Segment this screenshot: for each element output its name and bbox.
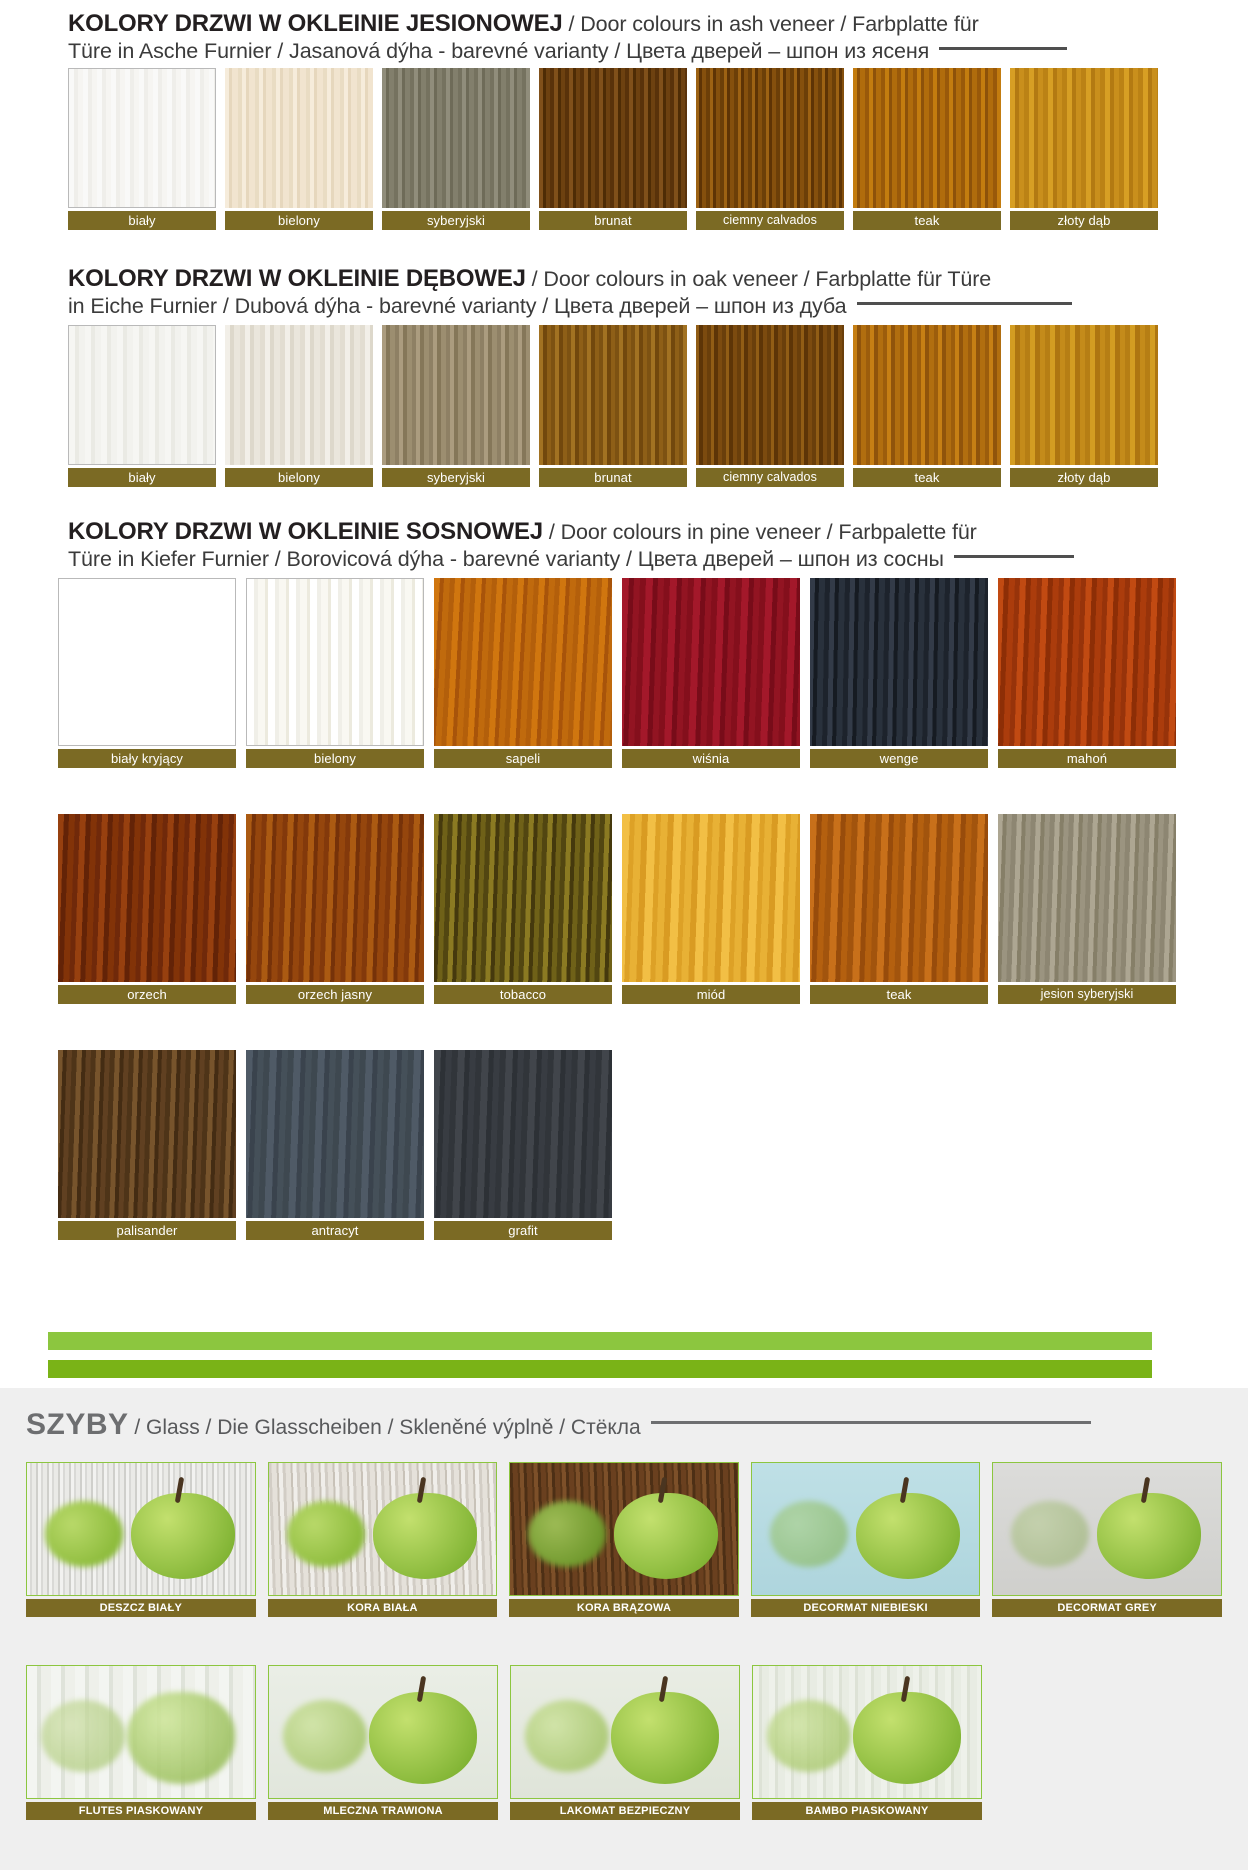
glass-label: BAMBO PIASKOWANY xyxy=(752,1802,982,1820)
section-title-ash: KOLORY DRZWI W OKLEINIE JESIONOWEJ xyxy=(68,10,563,37)
swatch-bielony[interactable] xyxy=(246,578,424,746)
heading-rule xyxy=(857,302,1072,305)
swatch-antracyt[interactable] xyxy=(246,1050,424,1218)
swatch-label: wiśnia xyxy=(622,749,800,768)
swatch-brunat[interactable] xyxy=(539,68,687,208)
swatch-jesion-syberyjski[interactable] xyxy=(998,814,1176,982)
swatch-label: syberyjski xyxy=(382,468,530,487)
section-title-oak: KOLORY DRZWI W OKLEINIE DĘBOWEJ xyxy=(68,265,526,292)
swatch-label: ciemny calvados xyxy=(696,211,844,230)
swatch-label: sapeli xyxy=(434,749,612,768)
swatch-label: teak xyxy=(810,985,988,1004)
apple-illustration xyxy=(269,1463,497,1595)
swatch-cell[interactable] xyxy=(225,68,373,230)
glass-section-heading xyxy=(0,1408,1248,1442)
swatch-grid-pine-row2 xyxy=(0,814,1248,1004)
apple-illustration xyxy=(269,1666,497,1798)
swatch-cell[interactable] xyxy=(810,578,988,768)
glass-label: MLECZNA TRAWIONA xyxy=(268,1802,498,1820)
swatch-cell[interactable] xyxy=(696,68,844,230)
swatch-cell[interactable] xyxy=(58,578,236,768)
swatch-syberyjski[interactable] xyxy=(382,68,530,208)
swatch-cell[interactable] xyxy=(853,325,1001,487)
swatch-orzech[interactable] xyxy=(58,814,236,982)
swatch-palisander[interactable] xyxy=(58,1050,236,1218)
swatch-label: grafit xyxy=(434,1221,612,1240)
swatch-label: bielony xyxy=(225,211,373,230)
section-subtitle-pine-1: / Door colours in pine veneer / Farbpalette für xyxy=(542,520,977,544)
swatch-miod[interactable] xyxy=(622,814,800,982)
swatch-label: brunat xyxy=(539,211,687,230)
swatch-teak[interactable] xyxy=(810,814,988,982)
swatch-label: tobacco xyxy=(434,985,612,1004)
section-subtitle-pine-2: Türe in Kiefer Furnier / Borovicová dýha - barevné varianty / Цвета дверей – шпон из сосны xyxy=(68,547,944,571)
glass-cell[interactable] xyxy=(752,1665,982,1820)
swatch-label: jesion syberyjski xyxy=(998,985,1176,1004)
swatch-cell[interactable] xyxy=(246,814,424,1004)
section-subtitle-oak-1: / Door colours in oak veneer / Farbplatte für Türe xyxy=(525,267,992,291)
apple-illustration xyxy=(27,1666,255,1798)
glass-cell[interactable] xyxy=(510,1665,740,1820)
heading-rule xyxy=(651,1421,1091,1424)
section-heading-oak xyxy=(0,265,1248,320)
swatch-label: syberyjski xyxy=(382,211,530,230)
glass-label: LAKOMAT BEZPIECZNY xyxy=(510,1802,740,1820)
glass-label: DESZCZ BIAŁY xyxy=(26,1599,256,1617)
swatch-label: bielony xyxy=(225,468,373,487)
glass-label: DECORMAT NIEBIESKI xyxy=(751,1599,981,1617)
swatch-cell[interactable] xyxy=(998,578,1176,768)
swatch-wenge[interactable] xyxy=(810,578,988,746)
swatch-label: brunat xyxy=(539,468,687,487)
swatch-ciemny-calvados[interactable] xyxy=(696,68,844,208)
swatch-sapeli[interactable] xyxy=(434,578,612,746)
swatch-syberyjski[interactable] xyxy=(382,325,530,465)
heading-rule xyxy=(954,555,1074,558)
swatch-label: orzech jasny xyxy=(246,985,424,1004)
swatch-cell[interactable] xyxy=(810,814,988,1004)
swatch-zloty-dab[interactable] xyxy=(1010,68,1158,208)
swatch-cell[interactable] xyxy=(382,325,530,487)
swatch-grafit[interactable] xyxy=(434,1050,612,1218)
swatch-cell[interactable] xyxy=(1010,68,1158,230)
glass-cell[interactable] xyxy=(268,1665,498,1820)
swatch-bialy-kryjacy[interactable] xyxy=(58,578,236,746)
glass-label: FLUTES PIASKOWANY xyxy=(26,1802,256,1820)
glass-title: SZYBY xyxy=(26,1408,129,1441)
swatch-grid-pine-row3 xyxy=(0,1050,1248,1240)
green-accent-bar xyxy=(48,1332,1152,1350)
glass-sample-kora-biala[interactable] xyxy=(268,1462,498,1596)
swatch-cell[interactable] xyxy=(58,1050,236,1240)
glass-subtitle: / Glass / Die Glasscheiben / Skleněné výplně / Стёкла xyxy=(128,1416,641,1439)
glass-sample-mleczna-trawiona[interactable] xyxy=(268,1665,498,1799)
swatch-cell[interactable] xyxy=(539,68,687,230)
section-subtitle-ash-2: Türe in Asche Furnier / Jasanová dýha - barevné varianty / Цвета дверей – шпон из ясеня xyxy=(68,39,930,63)
swatch-cell[interactable] xyxy=(68,325,216,487)
swatch-zloty-dab[interactable] xyxy=(1010,325,1158,465)
glass-cell[interactable] xyxy=(992,1462,1222,1617)
glass-label: KORA BRĄZOWA xyxy=(509,1599,739,1617)
glass-cell[interactable] xyxy=(268,1462,498,1617)
swatch-cell[interactable] xyxy=(696,325,844,487)
swatch-label: biały xyxy=(68,468,216,487)
apple-illustration xyxy=(752,1463,980,1595)
apple-illustration xyxy=(510,1463,738,1595)
swatch-grid-oak xyxy=(0,325,1248,487)
swatch-cell[interactable] xyxy=(1010,325,1158,487)
swatch-orzech-jasny[interactable] xyxy=(246,814,424,982)
section-subtitle-ash-1: / Door colours in ash veneer / Farbplatte für xyxy=(562,12,979,36)
swatch-label: antracyt xyxy=(246,1221,424,1240)
section-heading-ash xyxy=(0,10,1248,65)
swatch-cell[interactable] xyxy=(622,578,800,768)
apple-illustration xyxy=(27,1463,255,1595)
swatch-wisnia[interactable] xyxy=(622,578,800,746)
swatch-label: mahoń xyxy=(998,749,1176,768)
swatch-label: wenge xyxy=(810,749,988,768)
apple-illustration xyxy=(993,1463,1221,1595)
swatch-cell[interactable] xyxy=(622,814,800,1004)
swatch-label: biały kryjący xyxy=(58,749,236,768)
swatch-cell[interactable] xyxy=(434,814,612,1004)
swatch-cell[interactable] xyxy=(853,68,1001,230)
glass-sample-decormat-niebieski[interactable] xyxy=(751,1462,981,1596)
swatch-cell[interactable] xyxy=(382,68,530,230)
swatch-bielony[interactable] xyxy=(225,68,373,208)
glass-sample-kora-brazowa[interactable] xyxy=(509,1462,739,1596)
swatch-ciemny-calvados[interactable] xyxy=(696,325,844,465)
glass-cell[interactable] xyxy=(509,1462,739,1617)
glass-cell[interactable] xyxy=(26,1462,256,1617)
glass-sample-lakomat-bezpieczny[interactable] xyxy=(510,1665,740,1799)
glass-sample-bambo-piaskowany[interactable] xyxy=(752,1665,982,1799)
glass-grid-row2 xyxy=(0,1665,1248,1820)
swatch-cell[interactable] xyxy=(68,68,216,230)
swatch-cell[interactable] xyxy=(246,578,424,768)
apple-illustration xyxy=(511,1666,739,1798)
section-title-pine: KOLORY DRZWI W OKLEINIE SOSNOWEJ xyxy=(68,518,543,545)
swatch-label: złoty dąb xyxy=(1010,468,1158,487)
glass-sample-flutes-piaskowany[interactable] xyxy=(26,1665,256,1799)
swatch-cell[interactable] xyxy=(998,814,1176,1004)
swatch-teak[interactable] xyxy=(853,68,1001,208)
swatch-brunat[interactable] xyxy=(539,325,687,465)
swatch-cell[interactable] xyxy=(434,578,612,768)
glass-sample-decormat-grey[interactable] xyxy=(992,1462,1222,1596)
glass-cell[interactable] xyxy=(751,1462,981,1617)
swatch-teak[interactable] xyxy=(853,325,1001,465)
swatch-label: złoty dąb xyxy=(1010,211,1158,230)
swatch-biały[interactable] xyxy=(68,68,216,208)
section-heading-pine xyxy=(0,518,1248,573)
swatch-label: palisander xyxy=(58,1221,236,1240)
swatch-grid-pine-row1 xyxy=(0,578,1248,768)
swatch-label: teak xyxy=(853,211,1001,230)
section-subtitle-oak-2: in Eiche Furnier / Dubová dýha - barevné varianty / Цвета дверей – шпон из дуба xyxy=(68,294,847,318)
swatch-label: biały xyxy=(68,211,216,230)
swatch-cell[interactable] xyxy=(246,1050,424,1240)
swatch-bielony[interactable] xyxy=(225,325,373,465)
swatch-cell[interactable] xyxy=(434,1050,612,1240)
swatch-cell[interactable] xyxy=(539,325,687,487)
swatch-cell[interactable] xyxy=(58,814,236,1004)
swatch-mahon[interactable] xyxy=(998,578,1176,746)
swatch-label: teak xyxy=(853,468,1001,487)
glass-grid-row1 xyxy=(0,1462,1248,1617)
swatch-label: bielony xyxy=(246,749,424,768)
green-accent-bar-dark xyxy=(48,1360,1152,1378)
swatch-label: orzech xyxy=(58,985,236,1004)
apple-illustration xyxy=(753,1666,981,1798)
swatch-grid-ash xyxy=(0,68,1248,230)
swatch-tobacco[interactable] xyxy=(434,814,612,982)
glass-sample-deszcz-bialy[interactable] xyxy=(26,1462,256,1596)
glass-label: KORA BIAŁA xyxy=(268,1599,498,1617)
swatch-cell[interactable] xyxy=(225,325,373,487)
swatch-label: ciemny calvados xyxy=(696,468,844,487)
swatch-label: miód xyxy=(622,985,800,1004)
glass-cell[interactable] xyxy=(26,1665,256,1820)
heading-rule xyxy=(939,47,1067,50)
swatch-biały[interactable] xyxy=(68,325,216,465)
glass-label: DECORMAT GREY xyxy=(992,1599,1222,1617)
